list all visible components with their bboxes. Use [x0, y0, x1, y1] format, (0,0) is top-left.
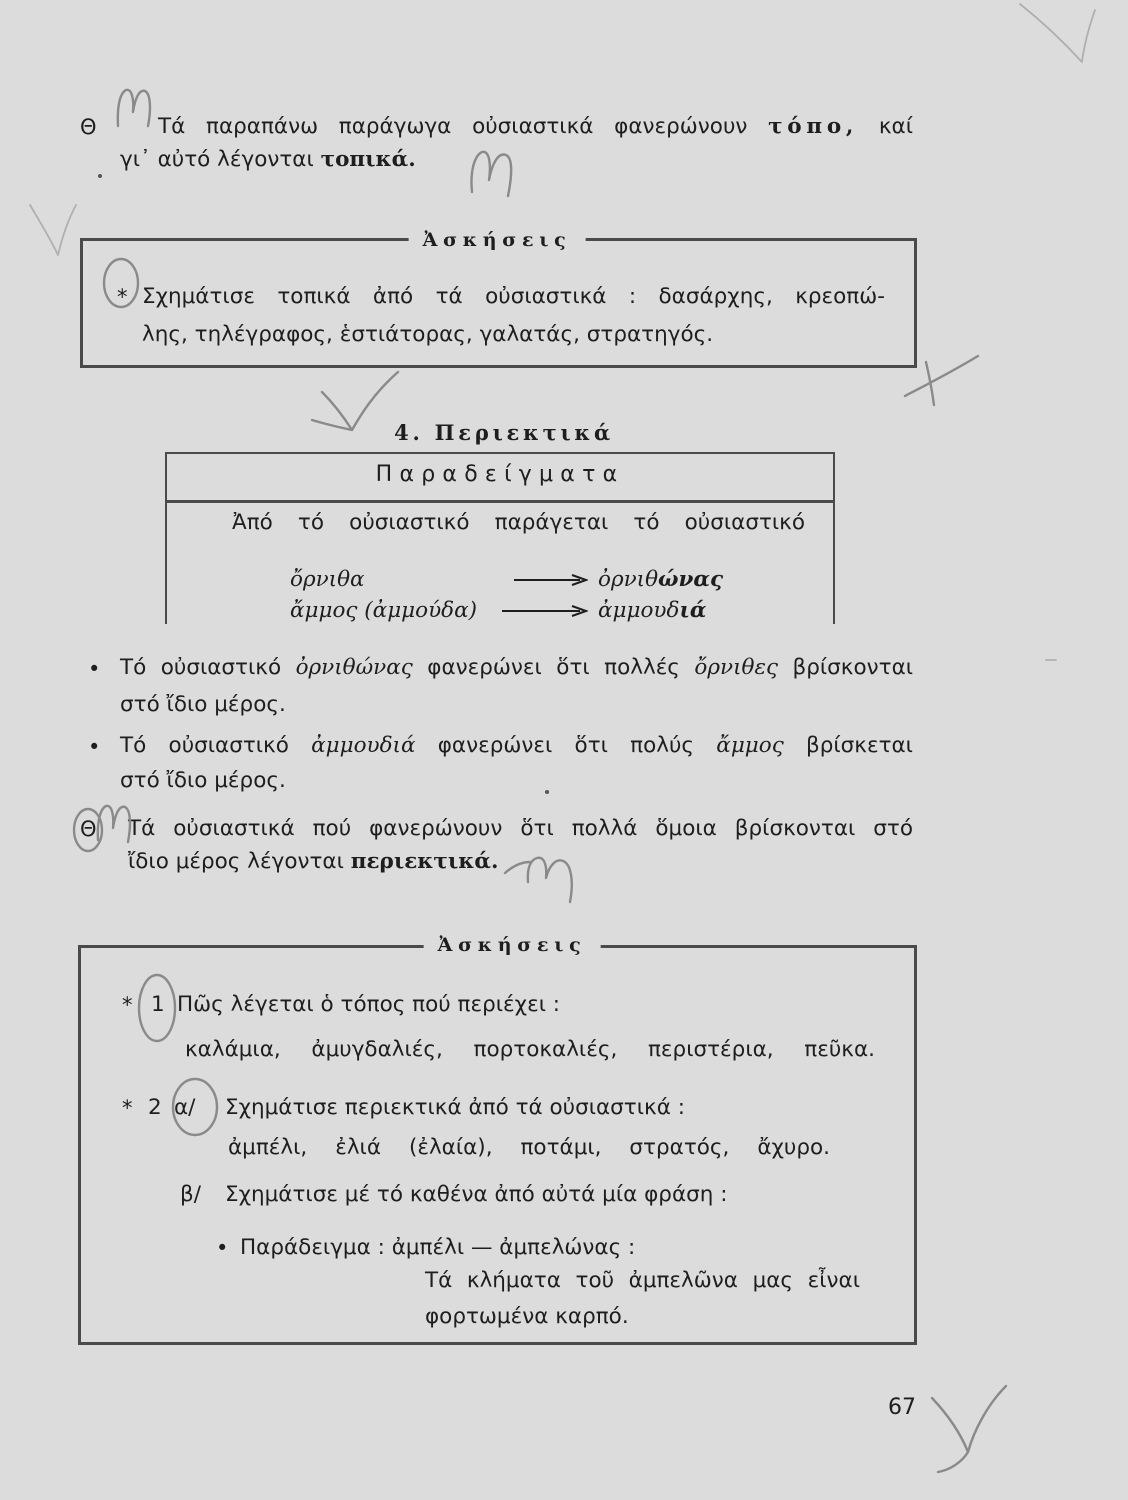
bullet-2-post: βρίσκεται	[806, 733, 913, 758]
exercise-star-icon: *	[117, 285, 128, 309]
section-heading: 4. Περιεκτικά	[394, 420, 614, 445]
example-row-1-target-stem: ὀρνιθ	[598, 567, 659, 592]
example-row-2-target	[598, 597, 798, 625]
pencil-mark-definition	[98, 806, 130, 842]
example-row-1-target	[598, 566, 798, 594]
intro-line-2-text: γι᾽ αὐτό λέγονται	[120, 147, 314, 172]
exercise-box-2-title: Ἀσκήσεις	[424, 933, 601, 957]
bullet-1-line-1	[120, 654, 913, 682]
example-sentence-line-1: Τά κλήματα τοῦ ἀμπελῶνα μας εἶναι	[425, 1268, 860, 1293]
intro-keyword-topo: τόπο,	[768, 114, 859, 139]
bullet-2-pre: Τό οὐσιαστικό	[120, 733, 289, 758]
bullet-1-marker-icon: •	[88, 657, 101, 681]
exercise-box-1-title: Ἀσκήσεις	[409, 228, 586, 252]
bullet-2-line-2: στό ἴδιο μέρος.	[120, 768, 286, 793]
definition-line-2	[128, 848, 628, 876]
exercise-item-1-number: 1	[151, 992, 165, 1017]
exercise-item-2b-label: β/	[180, 1182, 201, 1207]
arrow-icon	[512, 572, 588, 588]
speck	[545, 790, 549, 794]
pencil-check-page-number	[932, 1386, 1006, 1472]
definition-line-2-text: ἴδιο μέρος λέγονται	[128, 849, 344, 874]
exercise-star-icon: *	[122, 1096, 133, 1120]
example-row-2-target-suffix: ιά	[679, 598, 707, 623]
intro-line-1	[158, 113, 913, 141]
exercise-box-1-line-2: λης, τηλέγραφος, ἑστιάτορας, γαλατάς, στρατηγός.	[142, 322, 714, 347]
example-row-1-source: ὄρνιθα	[290, 567, 365, 592]
bullet-1-word-2: ὄρνιθες	[694, 655, 779, 680]
bullet-1-post: βρίσκονται	[792, 655, 914, 680]
examples-table-header: Παραδείγματα	[375, 462, 625, 487]
theory-marker-icon: Θ	[80, 115, 97, 139]
intro-line-1-end: καί	[878, 114, 913, 139]
example-row-1-target-suffix: ώνας	[658, 567, 724, 592]
example-row-2-source: ἄμμος (ἀμμούδα)	[290, 598, 478, 623]
pencil-faint-left	[30, 205, 76, 255]
definition-term: περιεκτικά.	[350, 849, 499, 874]
example-marker-icon: •	[216, 1236, 229, 1260]
intro-line-1-text: Τά παραπάνω παράγωγα οὐσιαστικά φανερώνουν	[158, 114, 748, 139]
exercise-item-2a-instruction: Σχημάτισε περιεκτικά ἀπό τά οὐσιαστικά :	[225, 1095, 685, 1120]
arrow-icon	[500, 603, 588, 619]
example-label: Παράδειγμα : ἀμπέλι — ἀμπελώνας :	[240, 1235, 636, 1260]
exercise-item-2-number: 2	[148, 1095, 162, 1120]
bullet-1-pre: Τό οὐσιαστικό	[120, 655, 282, 680]
intro-term-topika: τοπικά.	[320, 147, 416, 172]
example-sentence-line-2: φορτωμένα καρπό.	[425, 1304, 629, 1329]
examples-table-divider	[167, 500, 833, 503]
examples-intro: Ἀπό τό οὐσιαστικό παράγεται τό οὐσιαστικό	[232, 510, 805, 535]
theory-marker-icon: Θ	[80, 817, 97, 841]
pencil-faint-top-right	[1020, 4, 1095, 62]
bullet-2-word-2: ἄμμος	[716, 733, 784, 758]
exercise-item-1-words: καλάμια, ἀμυγδαλιές, πορτοκαλιές, περιστέρια, πεῦκα.	[185, 1037, 875, 1062]
exercise-item-2a-label: α/	[174, 1095, 196, 1120]
speck	[98, 174, 102, 178]
bullet-2-word: ἀμμουδιά	[311, 733, 416, 758]
page-number: 67	[888, 1395, 916, 1420]
definition-line-1: Τά οὐσιαστικά πού φανερώνουν ὅτι πολλά ὅμοια βρίσκονται στό	[128, 816, 913, 841]
exercise-item-2b-instruction: Σχημάτισε μέ τό καθένα ἀπό αὐτά μία φράση :	[225, 1182, 728, 1207]
bullet-2-marker-icon: •	[88, 735, 101, 759]
pencil-mark-top	[118, 90, 150, 126]
bullet-2-line-1	[120, 732, 913, 760]
exercise-item-1-question: Πῶς λέγεται ὁ τόπος πού περιέχει :	[177, 992, 561, 1017]
example-row-2-target-stem: ἀμμουδ	[598, 598, 680, 623]
bullet-2-mid: φανερώνει ὅτι πολύς	[437, 733, 695, 758]
exercise-star-icon: *	[122, 993, 133, 1017]
intro-line-2	[120, 146, 620, 174]
bullet-1-line-2: στό ἴδιο μέρος.	[120, 692, 286, 717]
bullet-1-mid: φανερώνει ὅτι πολλές	[427, 655, 680, 680]
exercise-item-2a-words: ἀμπέλι, ἐλιά (ἐλαία), ποτάμι, στρατός, ἄχυρο.	[228, 1135, 830, 1160]
bullet-1-word: ὀρνιθώνας	[295, 655, 413, 680]
exercise-box-1-line-1: Σχημάτισε τοπικά ἀπό τά οὐσιαστικά : δασάρχης, κρεοπώ-	[142, 284, 885, 309]
